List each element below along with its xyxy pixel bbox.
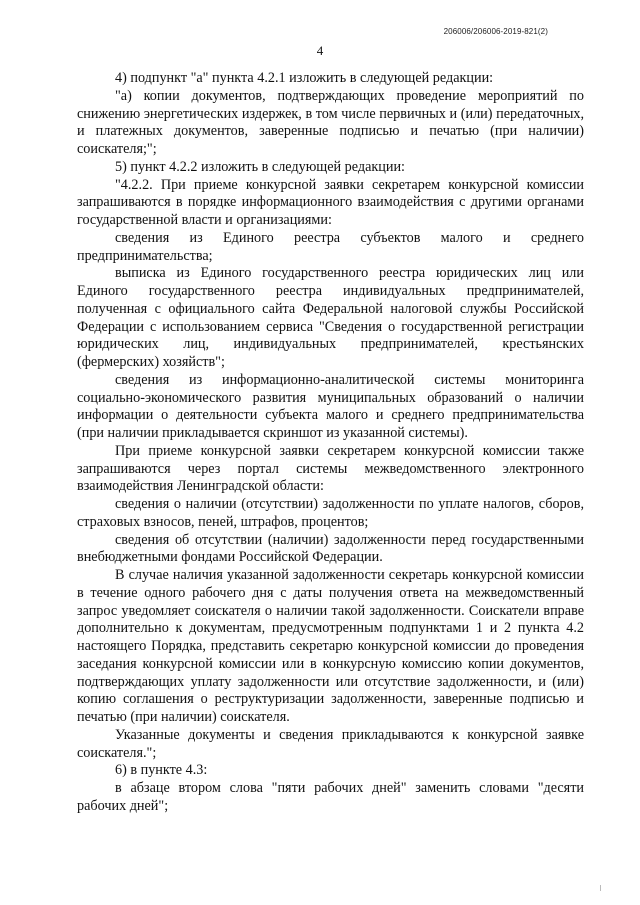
paragraph-working-days: в абзаце втором слова "пяти рабочих дней" заменить словами "десяти рабочих дней"; (77, 780, 584, 814)
paragraph-fund-debt: сведения об отсутствии (наличии) задолженности перед государственными внебюджетными фондами Российской Федерации. (77, 531, 584, 566)
paragraph-attached-docs: Указанные документы и сведения прикладываются к конкурсной заявке соискателя."; (77, 726, 584, 761)
paragraph-interagency-request: При приеме конкурсной заявки секретарем конкурсной комиссии также запрашиваются через портал системы межведомственного электронного взаимодействия Ленинградской области: (77, 442, 584, 495)
paragraph-egrul-extract: выписка из Единого государственного реестра юридических лиц или Единого государственного реестра индивидуальных предпринимателей, полученная с официального сайта Федеральной налоговой службы Российской Федерации с использованием сервиса "Сведения о государственной регистрации юридических лиц, индивидуальных предпринимателей, крестьянских (фермерских) хозяйств"; (77, 265, 584, 370)
page-number: 4 (316, 43, 324, 58)
paragraph-4-2-2: "4.2.2. При приеме конкурсной заявки секретарем конкурсной комиссии запрашиваются в порядке информационного взаимодействия с другими органами государственной власти и организациями: (77, 176, 584, 228)
paragraph-monitoring-system: сведения из информационно-аналитической системы мониторинга социально-экономического развития муниципальных образований о наличии информации о деятельности субъекта малого и среднего предпринимательства (при наличии прикладывается скриншот из указанной системы). (77, 371, 584, 441)
paragraph-item-5: 5) пункт 4.2.2 изложить в следующей редакции: (115, 158, 405, 175)
paragraph-item-6: 6) в пункте 4.3: (115, 762, 208, 779)
paragraph-item-4: 4) подпункт "а" пункта 4.2.1 изложить в следующей редакции: (115, 70, 494, 86)
paragraph-subpoint-a: "а) копии документов, подтверждающих проведение мероприятий по снижению энергетических издержек, в том числе первичных и (или) передаточных, и платежных документов, заверенные подписью и печатью (при наличии) соискателя;"; (77, 87, 584, 157)
document-id: 206006/206006-2019-821(2) (443, 27, 548, 36)
paragraph-tax-debt: сведения о наличии (отсутствии) задолженности по уплате налогов, сборов, страховых взносов, пеней, штрафов, процентов; (77, 496, 584, 530)
paragraph-debt-notice: В случае наличия указанной задолженности секретарь конкурсной комиссии в течение одного рабочего дня с даты получения ответа на межведомственный запрос уведомляет соискателя о наличии такой задолженности. Соискатели вправе дополнительно к документам, предусмотренным подпунктами 1 и 2 пункта 4.2 настоящего Порядка, представить секретарю конкурсной комиссии до проведения заседания конкурсной комиссии или в конкурсную комиссию копии документов, подтверждающих уплату задолженности или отсутствие задолженности, и (или) копию соглашения о реструктуризации задолженности, заверенные подписью и печатью (при наличии) соискателя. (77, 567, 584, 725)
paragraph-sme-registry: сведения из Единого реестра субъектов малого и среднего предпринимательства; (77, 229, 584, 264)
document-body (77, 70, 584, 816)
scan-mark (600, 885, 601, 891)
